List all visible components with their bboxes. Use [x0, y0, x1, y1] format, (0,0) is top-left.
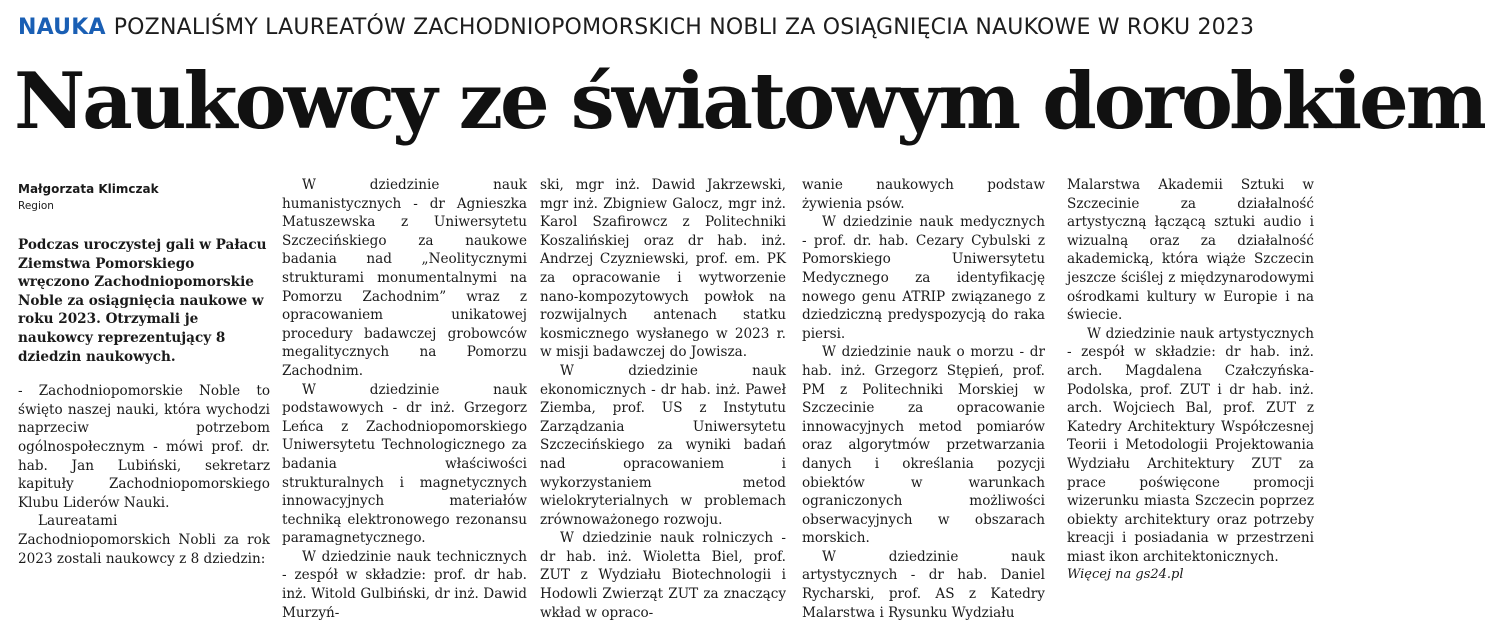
lead-paragraph: Podczas uroczystej gali w Pałacu Ziemstwa Pomorskiego wręczono Zachodniopomorskie Noble za osiągnięcia naukowe w roku 2023. Otrzymali je naukowcy reprezentujący 8 dziedzin naukowych.: [18, 237, 267, 365]
paragraph: W dziedzinie nauk podstawowych - dr inż. Grzegorz Leńca z Zachodniopomorskiego Uniwersytetu Technologicznego za badania właściwości strukturalnych i magnetycznych innowacyjnych materiałów techniką elektronowego rezonansu paramagnetycznego.: [282, 381, 527, 547]
column-1: [18, 176, 270, 568]
paragraph: W dziedzinie nauk medycznych - prof. dr. hab. Cezary Cybulski z Pomorskiego Uniwersytetu Medycznego za identyfikację nowego genu ATRIP związanego z dziedziczną predyspozycją do raka piersi.: [802, 214, 1045, 342]
source-credit: Więcej na gs24.pl: [1067, 567, 1184, 583]
column-3: [540, 176, 786, 622]
column-5: [1067, 176, 1314, 585]
paragraph: W dziedzinie nauk artystycznych - dr hab. Daniel Rycharski, prof. AS z Katedry Malarstwa i Rysunku Wydziału: [802, 548, 1045, 621]
paragraph: W dziedzinie nauk humanistycznych - dr Agnieszka Matuszewska z Uniwersytetu Szczecińskiego za naukowe badania nad „Neolitycznymi strukturami monumentalnymi na Pomorzu Zachodnim” wraz z opracowaniem unikatowej procedury badawczej grobowców megalitycznych na Pomorzu Zachodnim.: [282, 177, 527, 379]
headline: Naukowcy ze światowym dorobkiem: [14, 56, 1485, 147]
kicker: [18, 14, 1254, 42]
paragraph-continued: ski, mgr inż. Dawid Jakrzewski, mgr inż. Zbigniew Galocz, mgr inż. Karol Szafirowcz z Politechniki Koszalińskiej oraz dr hab. inż. Andrzej Czyzniewski, prof. em. PK za opracowanie i wytworzenie nano-kompozytowych powłok na rozwijalnych antenach statku kosmicznego wysłanego w 2023 r. w misji badawczej do Jowisza.: [540, 177, 786, 361]
author-region: Region: [18, 200, 54, 212]
paragraph: Laureatami Zachodniopomorskich Nobli za rok 2023 zostali naukowcy z 8 dziedzin:: [18, 513, 270, 567]
column-2: [282, 176, 527, 622]
paragraph: W dziedzinie nauk rolniczych - dr hab. inż. Wioletta Biel, prof. ZUT z Wydziału Biotechnologii i Hodowli Zwierząt ZUT za znaczący wkład w opraco-: [540, 530, 786, 621]
paragraph-continued: wanie naukowych podstaw żywienia psów.: [802, 177, 1045, 212]
paragraph: W dziedzinie nauk ekonomicznych - dr hab. inż. Paweł Ziemba, prof. US z Instytutu Zarządzania Uniwersytetu Szczecińskiego za wyniki badań nad opracowaniem i wykorzystaniem metod wielokryterialnych w problemach zrównoważonego rozwoju.: [540, 362, 786, 528]
section-label: NAUKA: [18, 15, 106, 40]
paragraph: W dziedzinie nauk artystycznych - zespół w składzie: dr hab. inż. arch. Magdalena Czałczyńska-Podolska, prof. ZUT i dr hab. inż. arch. Wojciech Bal, prof. ZUT z Katedry Architektury Współczesnej Teorii i Metodologii Projektowania Wydziału Architektury ZUT za prace poświęcone promocji wizerunku miasta Szczecin poprzez obiekty architektury oraz potrzeby kreacji i posiadania w przestrzeni miast ikon architektonicznych.: [1067, 325, 1314, 565]
paragraph: W dziedzinie nauk technicznych - zespół w składzie: prof. dr hab. inż. Witold Gulbiński, dr inż. Dawid Murzyń-: [282, 548, 527, 621]
kicker-text: POZNALIŚMY LAUREATÓW ZACHODNIOPOMORSKICH NOBLI ZA OSIĄGNIĘCIA NAUKOWE W ROKU 2023: [113, 15, 1255, 40]
paragraph-full: [0, 0, 1, 1]
full-text-source: [0, 0, 1, 1]
paragraph: W dziedzinie nauk o morzu - dr hab. inż. Grzegorz Stępień, prof. PM z Politechniki Morskiej w Szczecinie za opracowanie innowacyjnych metod pomiarów oraz algorytmów przetwarzania danych i określania pozycji obiektów w warunkach ograniczonych możliwości obserwacyjnych w obszarach morskich.: [802, 344, 1045, 547]
paragraph-continued: Malarstwa Akademii Sztuki w Szczecinie za działalność artystyczną łączącą sztuki audio i wizualną oraz za działalność akademicką, która wiąże Szczecin jeszcze ściślej z międzynarodowymi ośrodkami kultury w Europie i na świecie.: [1067, 177, 1314, 324]
author-name: Małgorzata Klimczak: [18, 182, 159, 196]
paragraph: - Zachodniopomorskie Noble to święto naszej nauki, która wychodzi naprzeciw potrzebom ogólnospołecznym - mówi prof. dr. hab. Jan Lubiński, sekretarz kapituły Zachodniopomorskiego Klubu Liderów Nauki.: [18, 383, 270, 511]
column-4: [802, 176, 1045, 622]
